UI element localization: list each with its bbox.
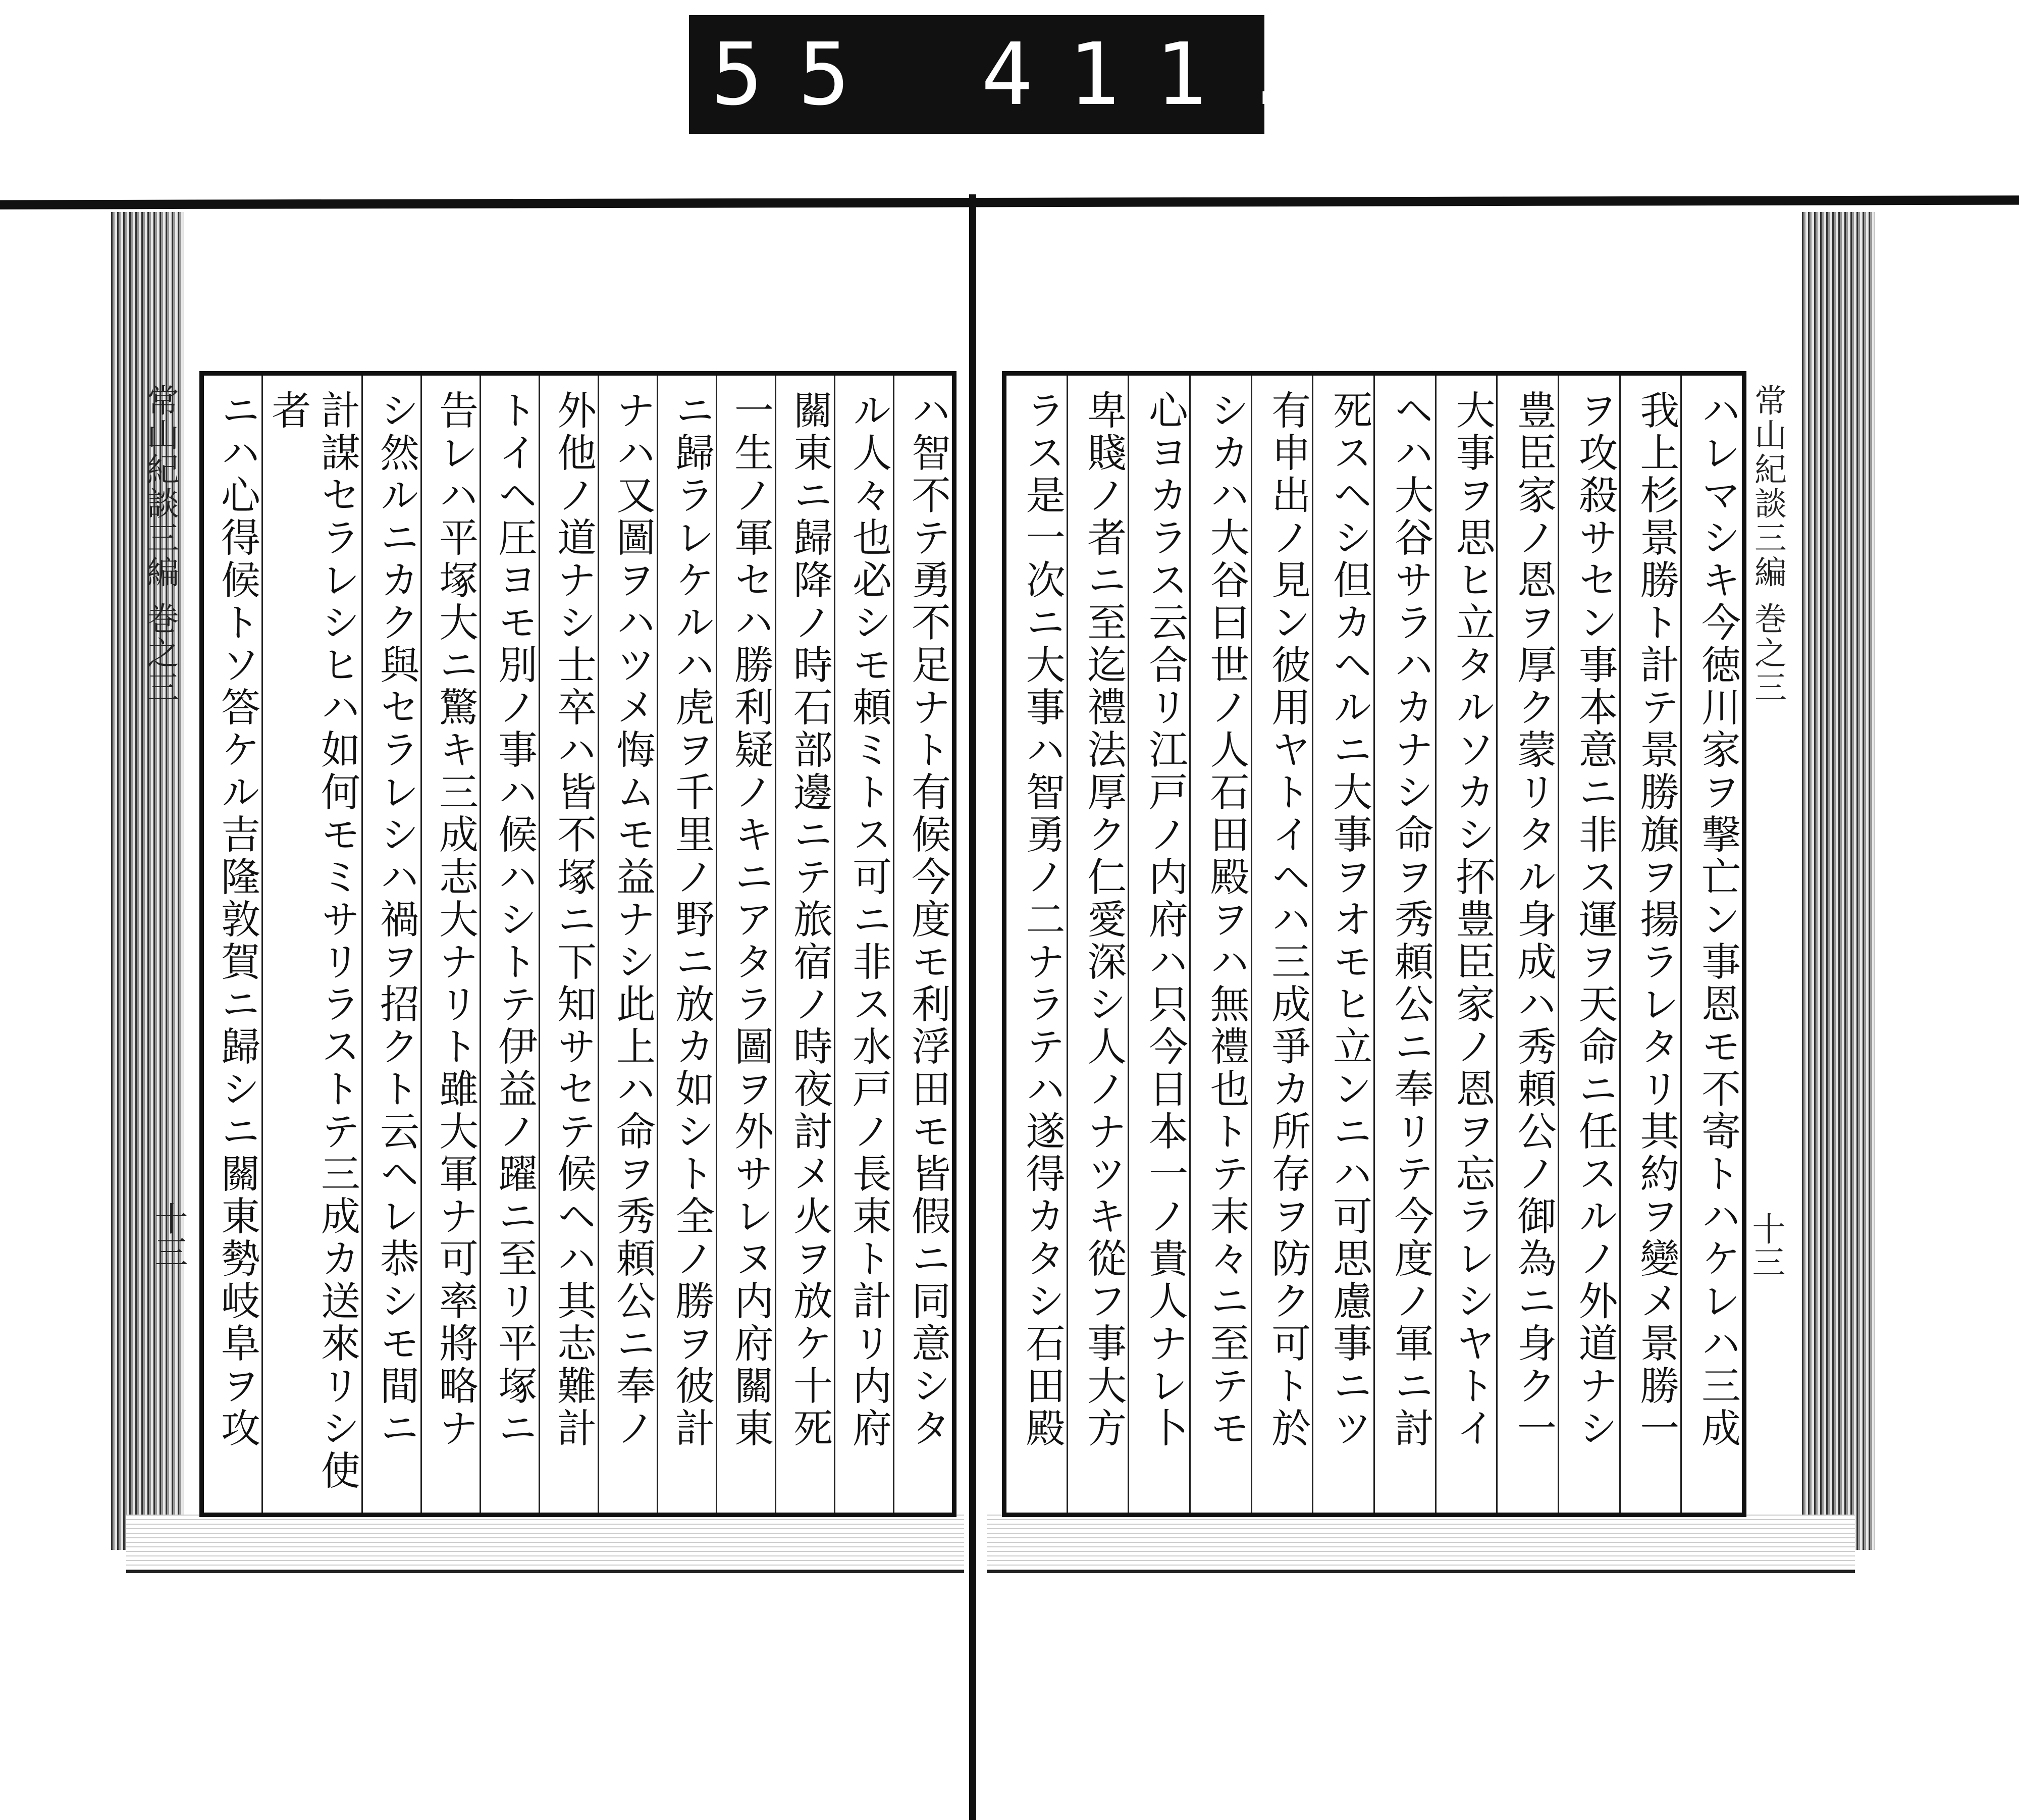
catalog-number-label — [624, 15, 1330, 134]
right-page-bottom-edge — [987, 1515, 1855, 1573]
text-column: ニハ心得候トソ答ケル吉隆敦賀ニ歸シニ關東勢岐阜ヲ攻 — [215, 390, 260, 1450]
text-column: ニ歸ラレケルハ虎ヲ千里ノ野ニ放カ如シト全ノ勝ヲ彼計 — [657, 376, 716, 1513]
text-column: ル人々也必シモ頼ミトス可ニ非ス水戸ノ長束ト計リ内府 — [834, 376, 893, 1513]
text-column: 外他ノ道ナシ士卒ハ皆不塚ニ下知サセテ候ヘハ其志難計 — [539, 376, 598, 1513]
right-page-folio: 十三 — [1746, 1212, 1785, 1278]
right-page-edge — [1802, 212, 1875, 1550]
label-left-number: 455 — [624, 24, 885, 125]
label-right-number: 411. — [981, 24, 1330, 125]
book-top-edge — [0, 191, 2019, 214]
book-spine — [969, 194, 976, 1820]
text-column: 關東ニ歸降ノ時石部邊ニテ旅宿ノ時夜討メ火ヲ放ケ十死 — [775, 376, 834, 1513]
text-column: 死スヘシ但カヘルニ大事ヲオモヒ立ンニハ可思慮事ニツ — [1312, 376, 1373, 1513]
left-page-running-head: 常山紀談三編 巻之三 — [141, 384, 179, 705]
text-column: シ然ルニカク與セラレシハ禍ヲ招クト云ヘレ恭シモ間ニ — [361, 376, 420, 1513]
text-column: 心ヨカラス云合リ江戸ノ内府ハ只今日本一ノ貴人ナレ卜 — [1128, 376, 1189, 1513]
text-column: 一生ノ軍セハ勝利疑ノキニアタラ圖ヲ外サレヌ内府關東 — [716, 376, 775, 1513]
text-column: 計謀セラレシヒハ如何モミサリラストテ三成カ送來リシ使者 — [261, 376, 361, 1513]
text-column: ナハ又圖ヲハツメ悔ムモ益ナシ此上ハ命ヲ秀頼公ニ奉ノ — [598, 376, 657, 1513]
left-page-text-frame — [199, 371, 957, 1517]
text-column: 我上杉景勝ト計テ景勝旗ヲ揚ラレタリ其約ヲ變メ景勝一 — [1619, 376, 1681, 1513]
text-column: ハレマシキ今徳川家ヲ撃亡ン事恩モ不寄トハケレハ三成 — [1680, 376, 1742, 1513]
text-column: トイヘ圧ヨモ別ノ事ハ候ハシトテ伊益ノ躍ニ至リ平塚ニ — [480, 376, 539, 1513]
text-column: 大事ヲ思ヒ立タルソカシ抔豊臣家ノ恩ヲ忘ラレシヤトイ — [1435, 376, 1497, 1513]
right-page-running-head: 常山紀談三編 巻之三 — [1749, 384, 1786, 705]
left-page-folio: 十三 — [149, 1202, 188, 1268]
text-column: 卑賤ノ者ニ至迄禮法厚ク仁愛深シ人ノナツキ從フ事大方 — [1067, 376, 1128, 1513]
text-column: ハ智不テ勇不足ナト有候今度モ利浮田モ皆假ニ同意シタ — [893, 376, 952, 1513]
text-column: ラス是一次ニ大事ハ智勇ノ二ナラテハ遂得カタシ石田殿 — [1019, 390, 1065, 1450]
right-page-text-frame — [1002, 371, 1746, 1517]
text-column: 告レハ平塚大ニ驚キ三成志大ナリト雖大軍ナ可率將略ナ — [420, 376, 480, 1513]
text-column: 豊臣家ノ恩ヲ厚ク蒙リタル身成ハ秀頼公ノ御為ニ身ク一 — [1496, 376, 1558, 1513]
text-column: ヲ攻殺サセン事本意ニ非ス運ヲ天命ニ任スルノ外道ナシ — [1558, 376, 1619, 1513]
text-column: シカハ大谷曰世ノ人石田殿ヲハ無禮也トテ末々ニ至テモ — [1189, 376, 1251, 1513]
text-column: 有申出ノ見ン彼用ヤトイヘハ三成爭カ所存ヲ防ク可ト於 — [1251, 376, 1312, 1513]
left-page-bottom-edge — [126, 1515, 964, 1573]
text-column: ヘハ大谷サラハカナシ命ヲ秀頼公ニ奉リテ今度ノ軍ニ討 — [1373, 376, 1435, 1513]
